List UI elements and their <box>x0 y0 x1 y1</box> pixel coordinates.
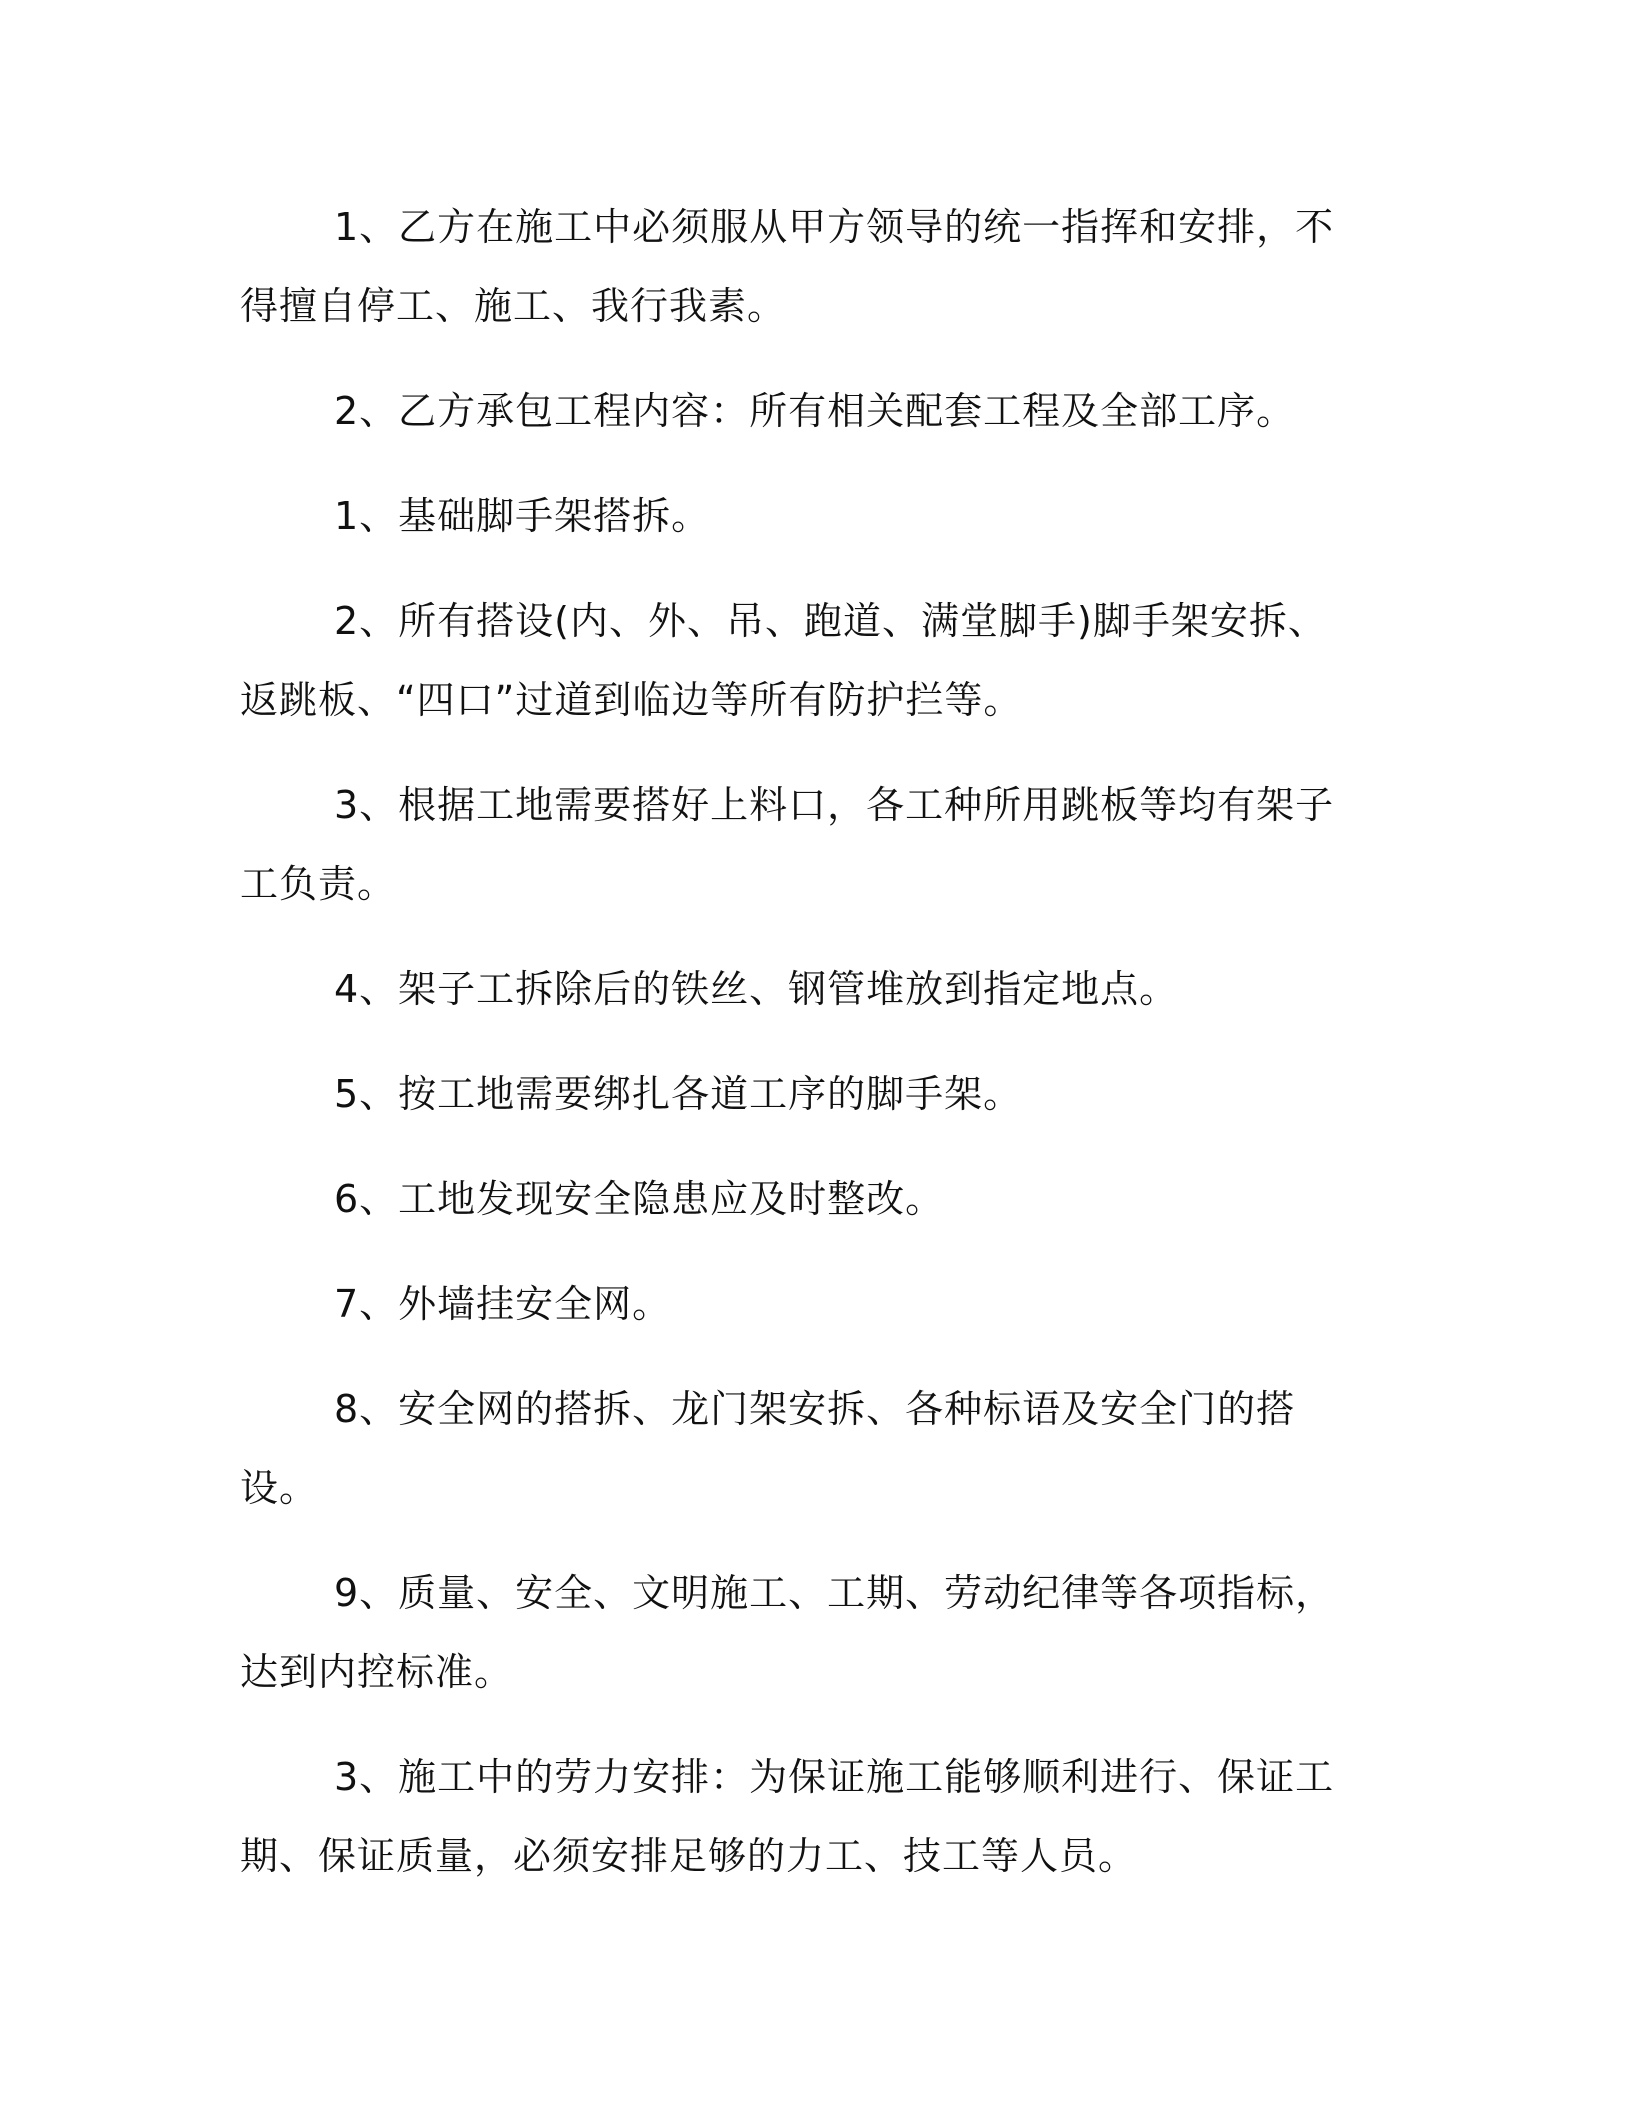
paragraph-quality-standards: 9、质量、安全、文明施工、工期、劳动纪律等各项指标，达到内控标准。 <box>240 1571 1335 1694</box>
paragraph-net-gantry-setup: 8、安全网的搭拆、龙门架安拆、各种标语及安全门的搭设。 <box>240 1387 1296 1510</box>
paragraph-loading-entrance: 3、根据工地需要搭好上料口，各工种所用跳板等均有架子工负责。 <box>240 783 1335 906</box>
paragraph-labor-arrangement: 3、施工中的劳力安排：为保证施工能够顺利进行、保证工期、保证质量，必须安排足够的力工、技工等人员。 <box>240 1755 1335 1878</box>
document-body <box>240 188 1360 1922</box>
paragraph-safety-net: 7、外墙挂安全网。 <box>334 1282 672 1326</box>
paragraph-foundation-scaffold: 1、基础脚手架搭拆。 <box>334 494 711 538</box>
paragraph-contract-scope: 2、乙方承包工程内容：所有相关配套工程及全部工序。 <box>334 389 1296 433</box>
paragraph-obey-command: 1、乙方在施工中必须服从甲方领导的统一指挥和安排，不得擅自停工、施工、我行我素。 <box>240 205 1335 328</box>
paragraph-hazard-rectification: 6、工地发现安全隐患应及时整改。 <box>334 1177 945 1221</box>
paragraph-scaffold-installation: 2、所有搭设(内、外、吊、跑道、满堂脚手)脚手架安拆、返跳板、“四口”过道到临边等所有防护拦等。 <box>240 599 1327 722</box>
paragraph-process-scaffold: 5、按工地需要绑扎各道工序的脚手架。 <box>334 1072 1023 1116</box>
paragraph-material-storage: 4、架子工拆除后的铁丝、钢管堆放到指定地点。 <box>334 967 1179 1011</box>
